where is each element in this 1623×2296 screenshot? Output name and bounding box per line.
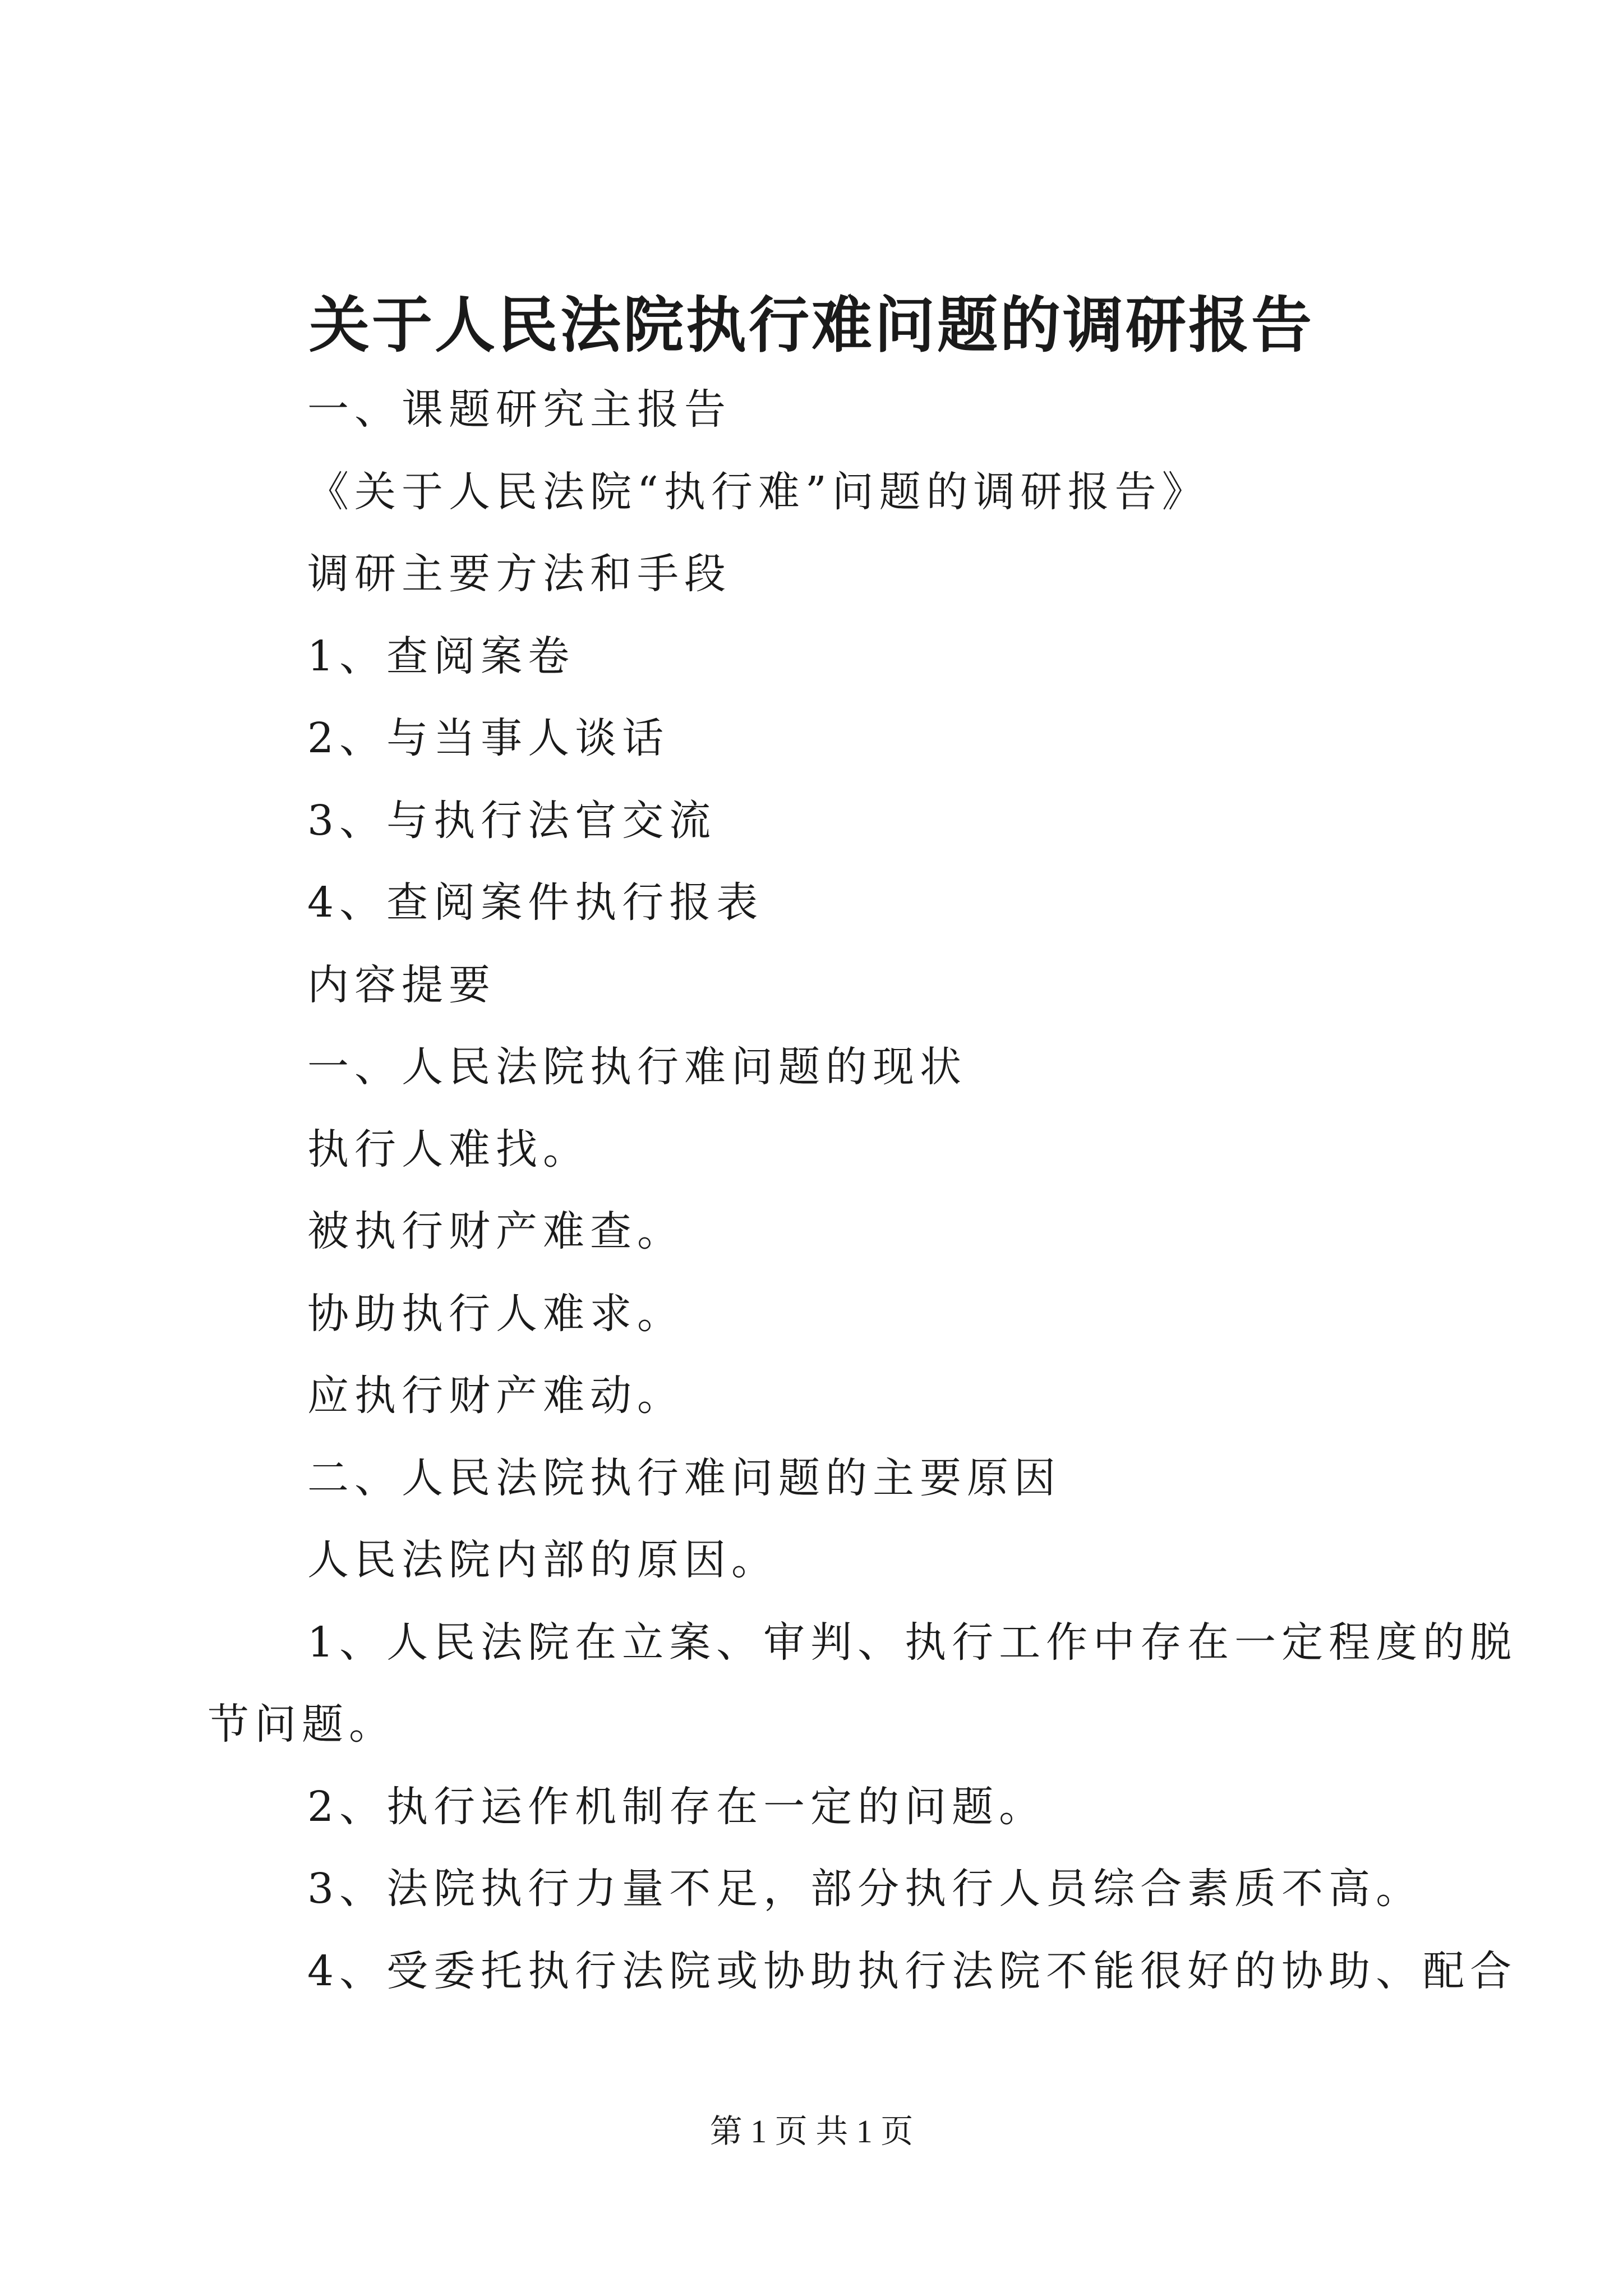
- text-line: 一、人民法院执行难问题的现状: [307, 1043, 967, 1091]
- text-line: 被执行财产难查。: [307, 1207, 684, 1255]
- page-footer: 第 1 页 共 1 页: [709, 2113, 914, 2150]
- text-line: 内容提要: [307, 961, 496, 1009]
- text-line: 人民法院内部的原因。: [307, 1536, 778, 1584]
- text-line: 执行人难找。: [307, 1125, 590, 1174]
- text-line: 1、人民法院在立案、审判、执行工作中存在一定程度的脱: [307, 1618, 1518, 1667]
- text-line: 3、法院执行力量不足，部分执行人员综合素质不高。: [307, 1865, 1423, 1913]
- text-line: 《关于人民法院“执行难”问题的调研报告》: [307, 468, 1209, 516]
- document-title: 关于人民法院执行难问题的调研报告: [308, 290, 1314, 361]
- text-line: 2、执行运作机制存在一定的问题。: [307, 1783, 1046, 1831]
- text-line: 3、与执行法官交流: [307, 797, 717, 845]
- text-line: 1、查阅案卷: [307, 632, 575, 680]
- text-line: 二、人民法院执行难问题的主要原因: [307, 1454, 1061, 1502]
- text-line: 4、查阅案件执行报表: [307, 878, 764, 927]
- text-line: 2、与当事人谈话: [307, 714, 670, 762]
- text-line: 4、受委托执行法院或协助执行法院不能很好的协助、配合: [307, 1947, 1518, 1995]
- text-line: 应执行财产难动。: [307, 1372, 684, 1420]
- text-line: 一、课题研究主报告: [307, 385, 731, 434]
- text-line: 协助执行人难求。: [307, 1290, 684, 1338]
- text-line: 节问题。: [208, 1700, 396, 1749]
- text-line: 调研主要方法和手段: [307, 550, 731, 598]
